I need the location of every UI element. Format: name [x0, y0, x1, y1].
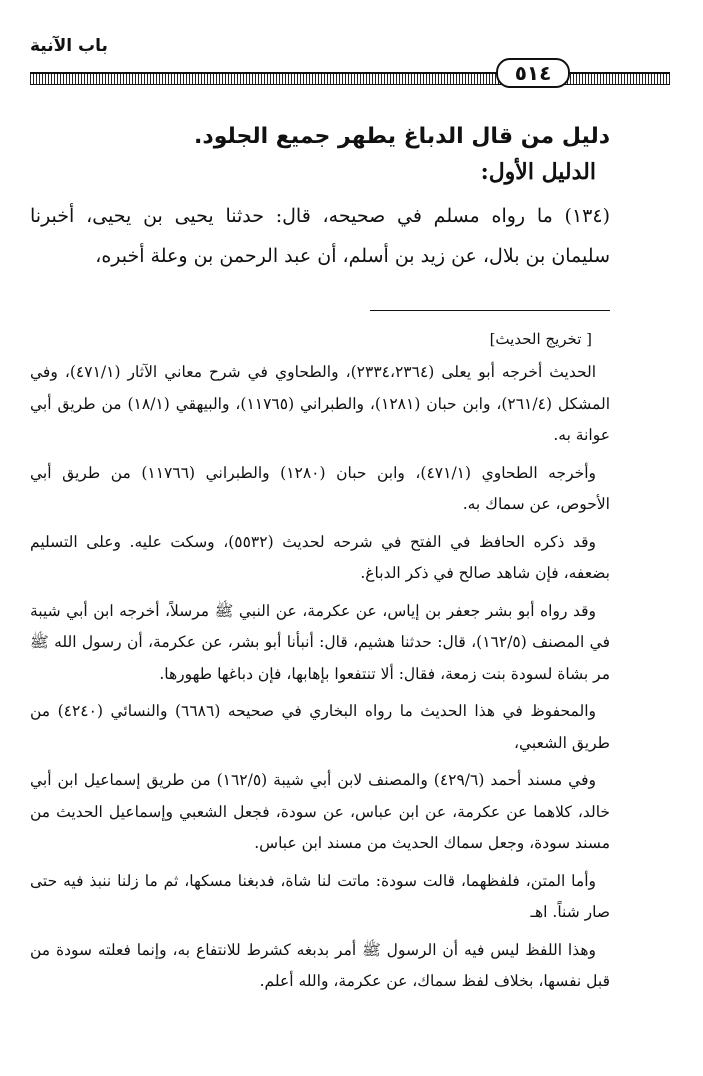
main-content	[30, 120, 610, 1004]
footnote-paragraph: وأما المتن، فلفظهما، قالت سودة: ماتت لنا شاة، فدبغنا مسكها، ثم ما زلنا ننبذ فيه حتى صار شناً. اهـ	[30, 871, 610, 921]
footnote-paragraph: وهذا اللفظ ليس فيه أن الرسول ﷺ أمر بدبغه كشرط للانتفاع به، وإنما فعلته سودة من قبل نفسها، بخلاف لفظ سماك، عن عكرمة، والله أعلم.	[30, 940, 610, 990]
footnote-paragraph: وفي مسند أحمد (٤٢٩/٦) والمصنف لابن أبي شيبة (١٦٢/٥) من طريق إسماعيل ابن أبي خالد، كلاهما عن عكرمة، عن ابن عباس، عن سودة، فجعل الشعبي وإسماعيل الحديث من مسند سودة، وجعل سماك الحديث من مسند ابن عباس.	[30, 771, 610, 852]
header-rule	[30, 72, 670, 85]
evidence-title: الدليل الأول:	[480, 159, 596, 185]
footnote-title: [ تخريج الحديث]	[489, 330, 592, 348]
page-number: ٥١٤	[496, 58, 570, 88]
footnote-paragraph: الحديث أخرجه أبو يعلى (٢٣٣٤،٢٣٦٤)، والطحاوي في شرح معاني الآثار (٤٧١/١)، وفي المشكل (٢٦١/٤)، وابن حبان (١٢٨١)، والطبراني (١١٧٦٥)، والبيهقي (١٨/١) من طريق أبي عوانة به.	[30, 363, 611, 444]
footnote-paragraph: وقد رواه أبو بشر جعفر بن إياس، عن عكرمة، عن النبي ﷺ مرسلاً، أخرجه ابن أبي شيبة في المصنف (١٦٢/٥)، قال: حدثنا هشيم، قال: أنبأنا أبو بشر، عن عكرمة، أن رسول الله ﷺ مر بشاة لسودة بنت زمعة، فقال: ألا تنتفعوا بإهابها، فإن دباغها طهورها.	[30, 601, 610, 683]
hadith-text: (١٣٤) ما رواه مسلم في صحيحه، قال: حدثنا يحيى بن يحيى، أخبرنا سليمان بن بلال، عن زيد بن أسلم، أن عبد الرحمن بن وعلة أخبره،	[30, 205, 610, 267]
chapter-title-text: باب الآنية	[30, 36, 108, 56]
footnote-paragraph: وقد ذكره الحافظ في الفتح في شرحه لحديث (٥٥٣٢)، وسكت عليه. وعلى التسليم بضعفه، فإن شاهد صالح في ذكر الدباغ.	[30, 532, 610, 582]
footnote-paragraph: والمحفوظ في هذا الحديث ما رواه البخاري في صحيحه (٦٦٨٦) والنسائي (٤٢٤٠) من طريق الشعبي،	[30, 702, 610, 752]
footnote-divider	[370, 310, 610, 311]
footnotes	[30, 325, 610, 998]
section-heading: دليل من قال الدباغ يطهر جميع الجلود.	[194, 124, 610, 149]
footnote-paragraph: وأخرجه الطحاوي (٤٧١/١)، وابن حبان (١٢٨٠) والطبراني (١١٧٦٦) من طريق أبي الأحوص، عن سماك به.	[30, 463, 610, 513]
page-header	[30, 28, 670, 84]
chapter-title	[30, 36, 150, 56]
